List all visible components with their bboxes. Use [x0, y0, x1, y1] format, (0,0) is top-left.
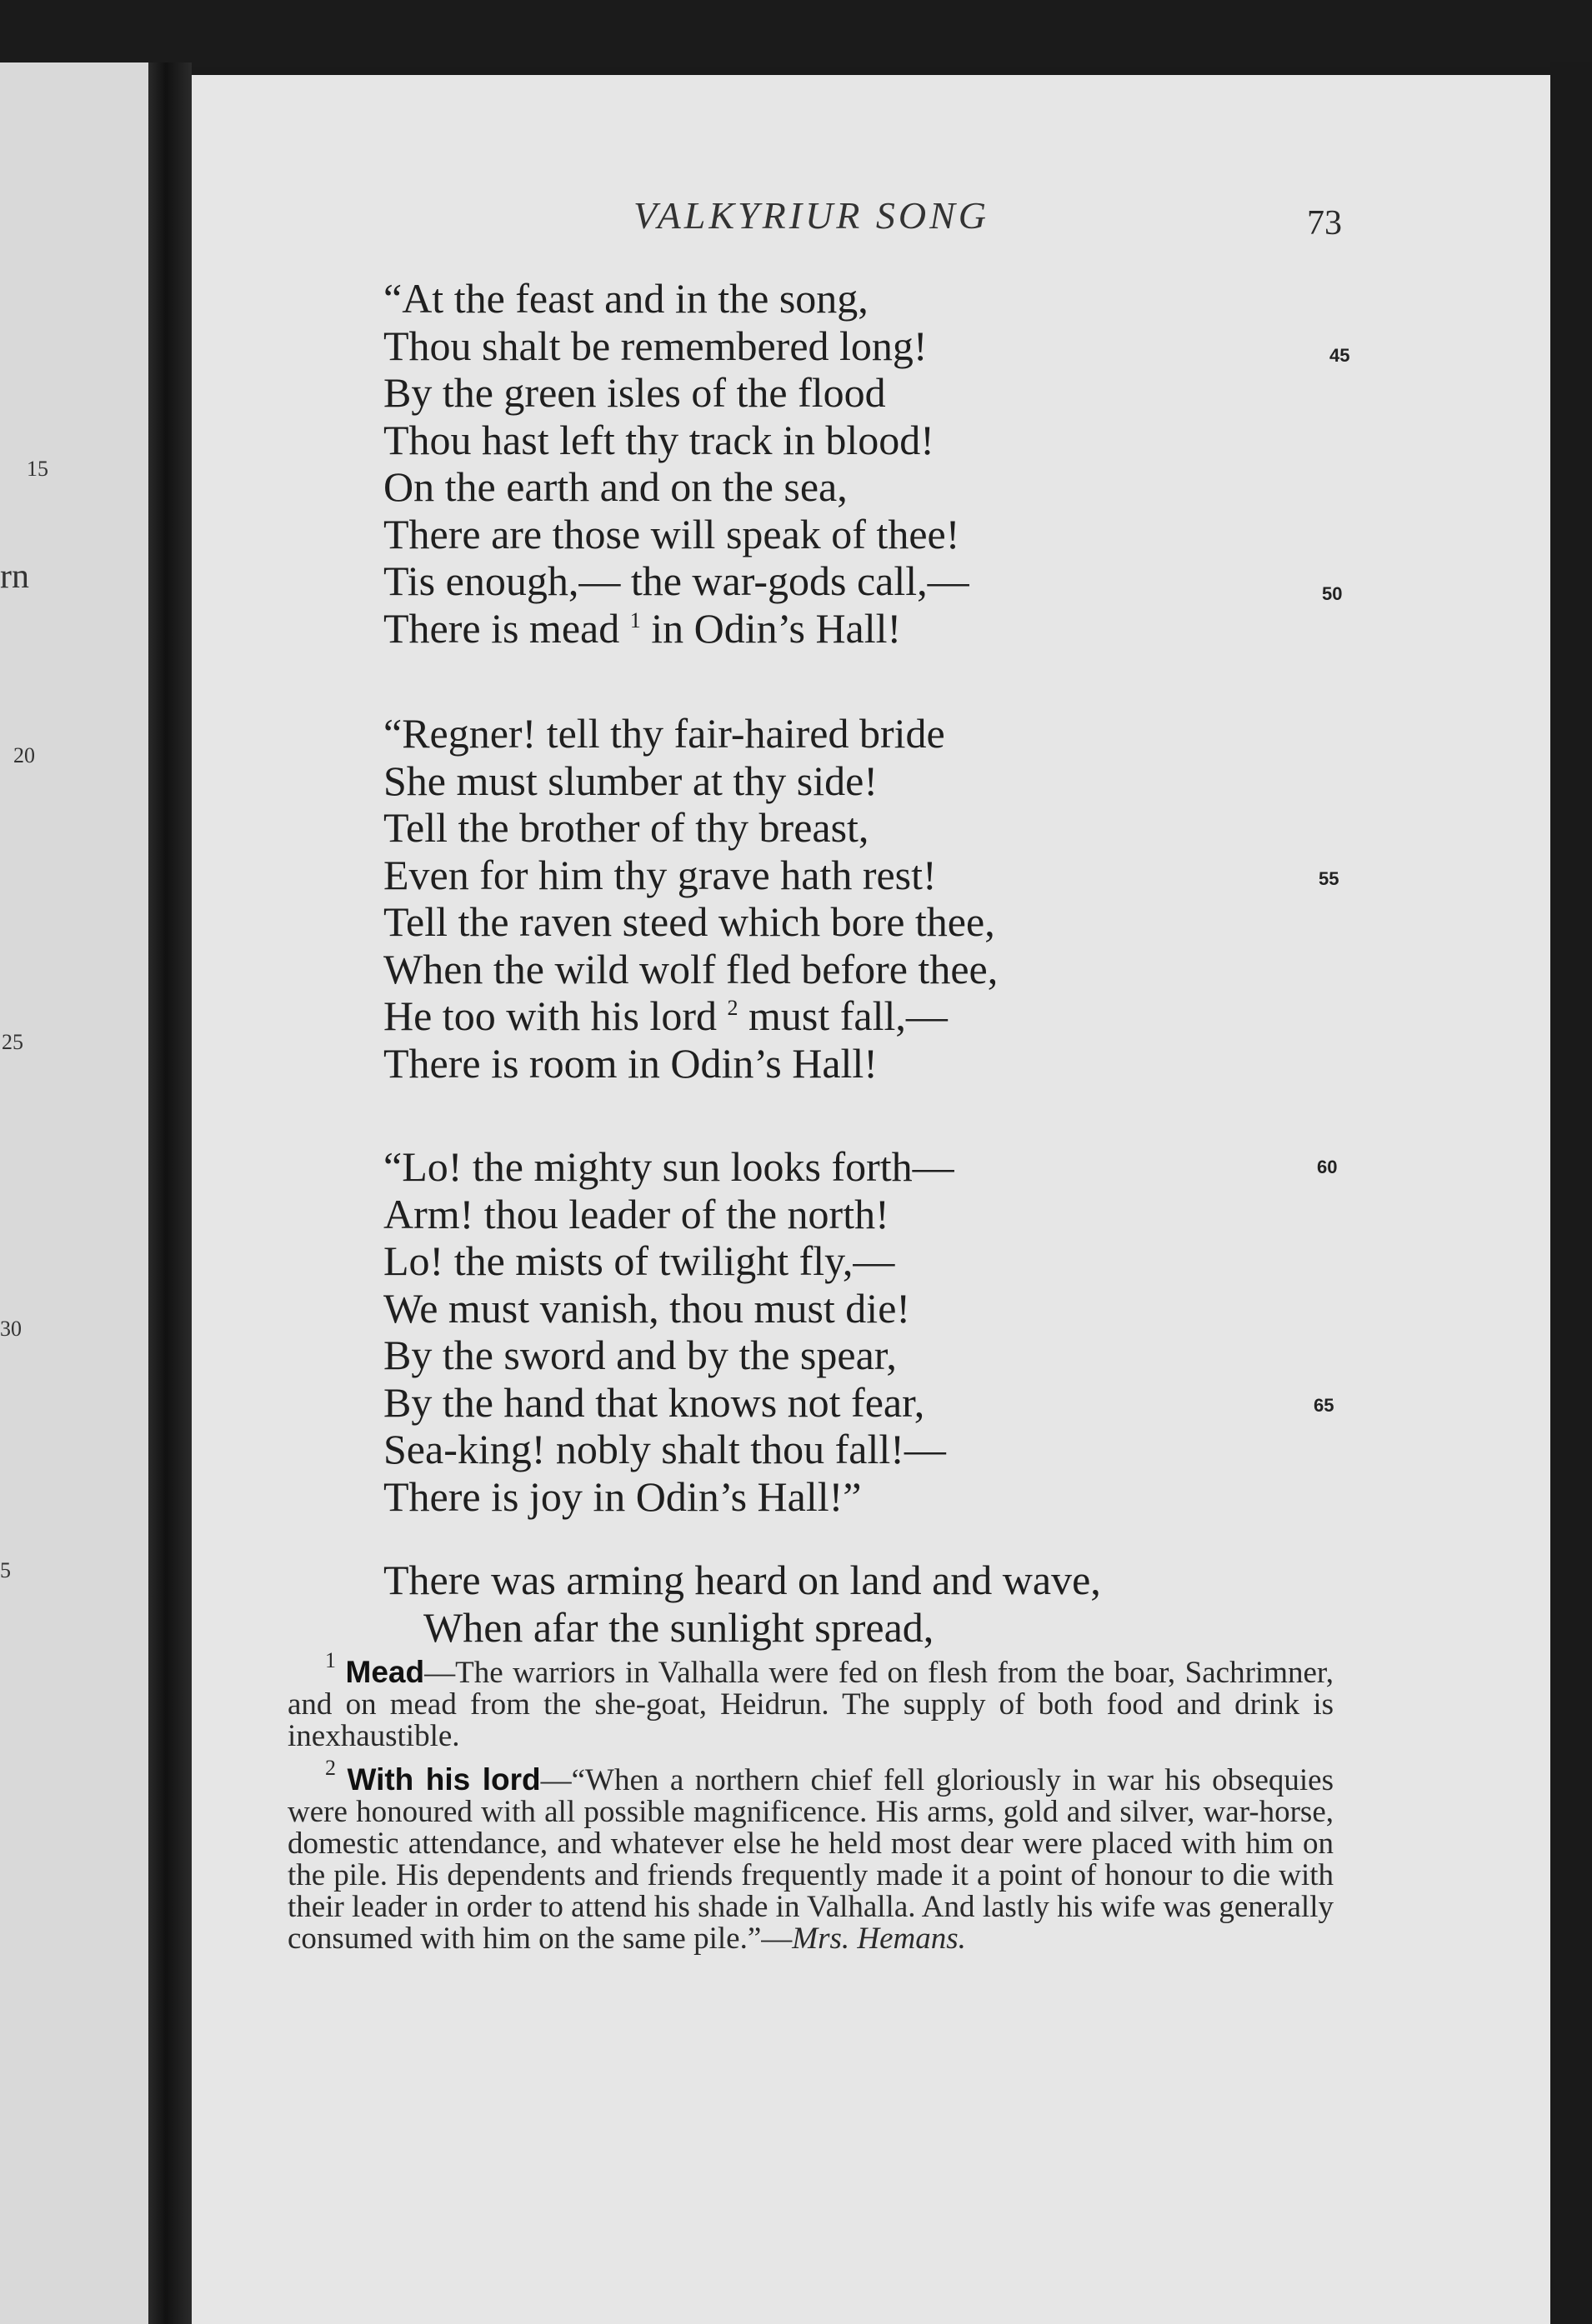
facing-page-edge	[0, 62, 148, 2324]
verse-text: There is mead	[383, 604, 620, 652]
footnote-mark: 1	[325, 1648, 336, 1672]
verse-line: Tis enough,— the war-gods call,—	[383, 557, 969, 604]
book-gutter	[148, 62, 192, 2324]
verse-line: When afar the sunlight spread,	[423, 1603, 934, 1651]
footnote	[288, 1648, 1334, 1753]
facing-line-number: 5	[0, 1558, 11, 1582]
verse-line: There is room in Odin’s Hall!	[383, 1039, 878, 1087]
verse-line: Lo! the mists of twilight fly,—	[383, 1237, 895, 1284]
facing-text-fragment: rn	[0, 557, 29, 596]
scan-top-border	[0, 0, 1592, 67]
line-number: 60	[1317, 1157, 1338, 1177]
line-number: 55	[1319, 868, 1339, 889]
scan-right-border	[1550, 62, 1592, 2324]
verse-line: We must vanish, thou must die!	[383, 1284, 911, 1332]
verse-text: He too with his lord	[383, 992, 717, 1039]
verse-line: “Regner! tell thy fair-haired bride	[383, 710, 945, 757]
footnote-heading: With his lord	[347, 1762, 541, 1797]
footnote-heading: Mead	[345, 1655, 425, 1689]
running-title: VALKYRIUR SONG	[633, 194, 989, 237]
verse-line: When the wild wolf fled before thee,	[383, 945, 999, 992]
verse-text: in Odin’s Hall!	[651, 604, 902, 652]
verse-line: There is joy in Odin’s Hall!”	[383, 1472, 862, 1520]
stanza	[383, 710, 998, 1087]
verse-line: Thou hast left thy track in blood!	[383, 416, 934, 463]
verse-line: There was arming heard on land and wave,	[383, 1557, 1101, 1603]
footnotes	[288, 1648, 1334, 1967]
verse-line: Tell the brother of thy breast,	[383, 804, 869, 851]
footnote-mark: 2	[325, 1756, 336, 1780]
line-number: 45	[1329, 345, 1350, 366]
verse-line: By the green isles of the flood	[383, 369, 886, 416]
verse-line: Thou shalt be remembered long!	[383, 322, 928, 369]
verse-line	[383, 605, 969, 652]
verse-line: By the hand that knows not fear,	[383, 1378, 925, 1426]
stanza	[383, 1143, 954, 1520]
verse-line: “Lo! the mighty sun looks forth—	[383, 1143, 954, 1190]
facing-line-number: 15	[27, 457, 48, 481]
verse-line	[383, 992, 998, 1040]
facing-line-number: 20	[13, 743, 35, 767]
verse-line: She must slumber at thy side!	[383, 757, 878, 804]
verse-line: “At the feast and in the song,	[383, 275, 869, 322]
footnote-text: —The warriors in Valhalla were fed on flesh from the boar, Sachrimner, and on mead from the she-goat, Heidrun. The supply of both food and drink is inexhaustible.	[288, 1656, 1334, 1753]
facing-line-number: 30	[0, 1317, 22, 1341]
verse-line: By the sword and by the spear,	[383, 1332, 897, 1378]
stanza	[383, 1557, 1101, 1651]
verse-line: On the earth and on the sea,	[383, 463, 848, 510]
verse-line: Even for him thy grave hath rest!	[383, 851, 937, 898]
footnote-mark: 2	[727, 996, 738, 1020]
verse-line: Sea-king! nobly shalt thou fall!—	[383, 1426, 946, 1472]
verse-line: Tell the raven steed which bore thee,	[383, 898, 995, 945]
verse-text: must fall,—	[748, 992, 948, 1039]
facing-line-number: 25	[2, 1030, 23, 1054]
footnote	[288, 1756, 1334, 1956]
footnote-attribution: Mrs. Hemans.	[792, 1922, 966, 1956]
footnote-text: —“When a northern chief fell gloriously in war his obsequies were honoured with all possible magnificence. His arms, gold and silver, war-horse, domestic attendance, and whatever else he held most dear were placed with him on the pile. His dependents and friends frequently made it a point of honour to die with their leader in order to attend his shade in Valhalla. And lastly his wife was generally consumed with him on the same pile.”—	[288, 1763, 1334, 1956]
verse-line: Arm! thou leader of the north!	[383, 1190, 889, 1237]
verse-line: There are those will speak of thee!	[383, 510, 960, 557]
page-number: 73	[1307, 204, 1342, 242]
footnote-mark: 1	[629, 607, 641, 632]
line-number: 50	[1322, 583, 1343, 604]
line-number: 65	[1314, 1395, 1334, 1416]
stanza	[383, 275, 969, 652]
